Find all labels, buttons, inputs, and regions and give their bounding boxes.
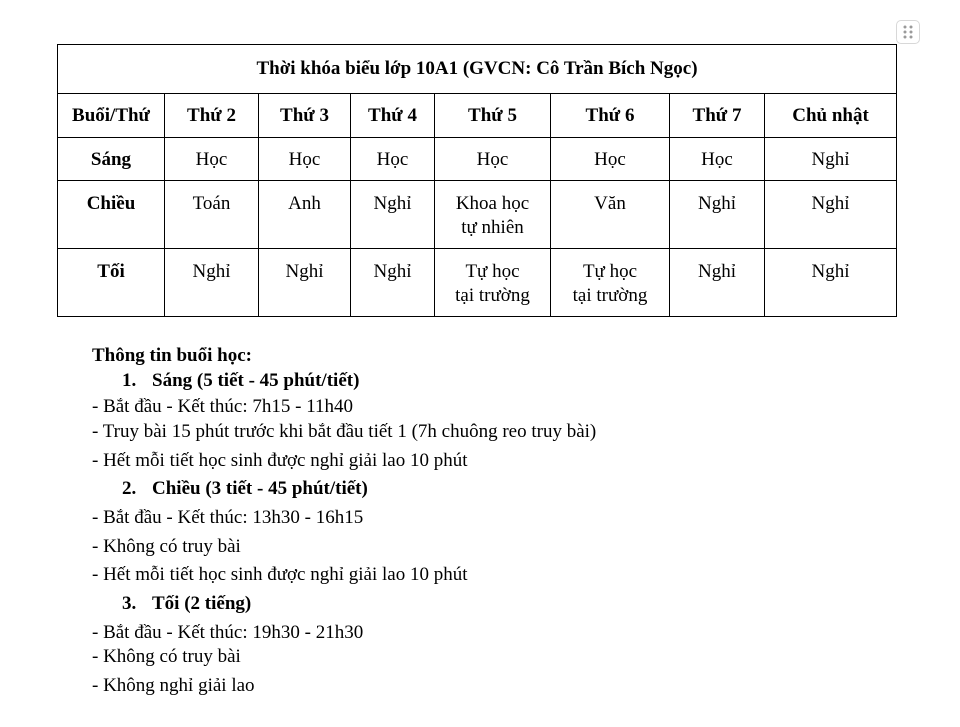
table-cell: Anh: [259, 181, 351, 249]
cell-line: Tự học: [582, 261, 638, 282]
info-item: - Bắt đầu - Kết thúc: 7h15 - 11h40: [92, 396, 354, 417]
table-cell: [551, 249, 670, 317]
section-title: 2. Chiều (3 tiết - 45 phút/tiết): [122, 478, 368, 499]
cell-line: tại trường: [572, 285, 648, 306]
table-row: [58, 249, 897, 317]
table-cell: Toán: [165, 181, 259, 249]
table-title: Thời khóa biểu lớp 10A1 (GVCN: Cô Trần Bích Ngọc): [58, 45, 897, 94]
header-thu-3: Thứ 3: [259, 94, 351, 138]
table-cell: Học: [165, 138, 259, 181]
info-item: - Không nghỉ giải lao: [92, 675, 255, 696]
header-chu-nhat: Chủ nhật: [765, 94, 897, 138]
table-cell: Nghỉ: [259, 249, 351, 317]
session-label: Sáng: [58, 138, 165, 181]
header-session: Buổi/Thứ: [58, 94, 165, 138]
info-item: - Không có truy bài: [92, 646, 241, 667]
session-label: Tối: [58, 249, 165, 317]
cell-line: tại trường: [455, 285, 530, 306]
session-label: Chiều: [58, 181, 165, 249]
info-item: - Hết mỗi tiết học sinh được nghỉ giải lao 10 phút: [92, 450, 468, 471]
table-cell: Nghỉ: [765, 138, 897, 181]
table-cell: Nghỉ: [670, 181, 765, 249]
table-row: [58, 138, 897, 181]
table-cell: Nghỉ: [351, 181, 435, 249]
table-cell: Học: [259, 138, 351, 181]
info-item: - Truy bài 15 phút trước khi bắt đầu tiết 1 (7h chuông reo truy bài): [92, 421, 597, 442]
header-thu-7: Thứ 7: [670, 94, 765, 138]
info-item: - Bắt đầu - Kết thúc: 13h30 - 16h15: [92, 507, 364, 528]
table-row: [58, 181, 897, 249]
section-title: 3. Tối (2 tiếng): [122, 593, 252, 614]
cell-line: Khoa học: [455, 193, 530, 214]
header-thu-4: Thứ 4: [351, 94, 435, 138]
info-heading: Thông tin buổi học:: [92, 345, 252, 366]
info-item: - Hết mỗi tiết học sinh được nghỉ giải lao 10 phút: [92, 564, 468, 585]
cell-line: Tự học: [465, 261, 520, 282]
table-cell: Nghỉ: [670, 249, 765, 317]
schedule-table: [57, 44, 897, 317]
table-cell: Văn: [551, 181, 670, 249]
drag-handle-icon[interactable]: [896, 20, 920, 44]
info-item: - Bắt đầu - Kết thúc: 19h30 - 21h30: [92, 622, 364, 643]
cell-line: tự nhiên: [461, 217, 524, 238]
section-title: 1. Sáng (5 tiết - 45 phút/tiết): [122, 370, 360, 391]
table-cell: [435, 249, 551, 317]
table-cell: Nghỉ: [765, 249, 897, 317]
info-item: - Không có truy bài: [92, 536, 241, 557]
header-thu-6: Thứ 6: [551, 94, 670, 138]
header-thu-5: Thứ 5: [435, 94, 551, 138]
header-thu-2: Thứ 2: [165, 94, 259, 138]
table-cell: Học: [551, 138, 670, 181]
table-cell: Học: [351, 138, 435, 181]
table-cell: Nghỉ: [765, 181, 897, 249]
table-cell: Nghỉ: [165, 249, 259, 317]
table-header-row: [58, 94, 897, 138]
table-cell: [435, 181, 551, 249]
table-cell: Nghỉ: [351, 249, 435, 317]
table-cell: Học: [670, 138, 765, 181]
table-cell: Học: [435, 138, 551, 181]
